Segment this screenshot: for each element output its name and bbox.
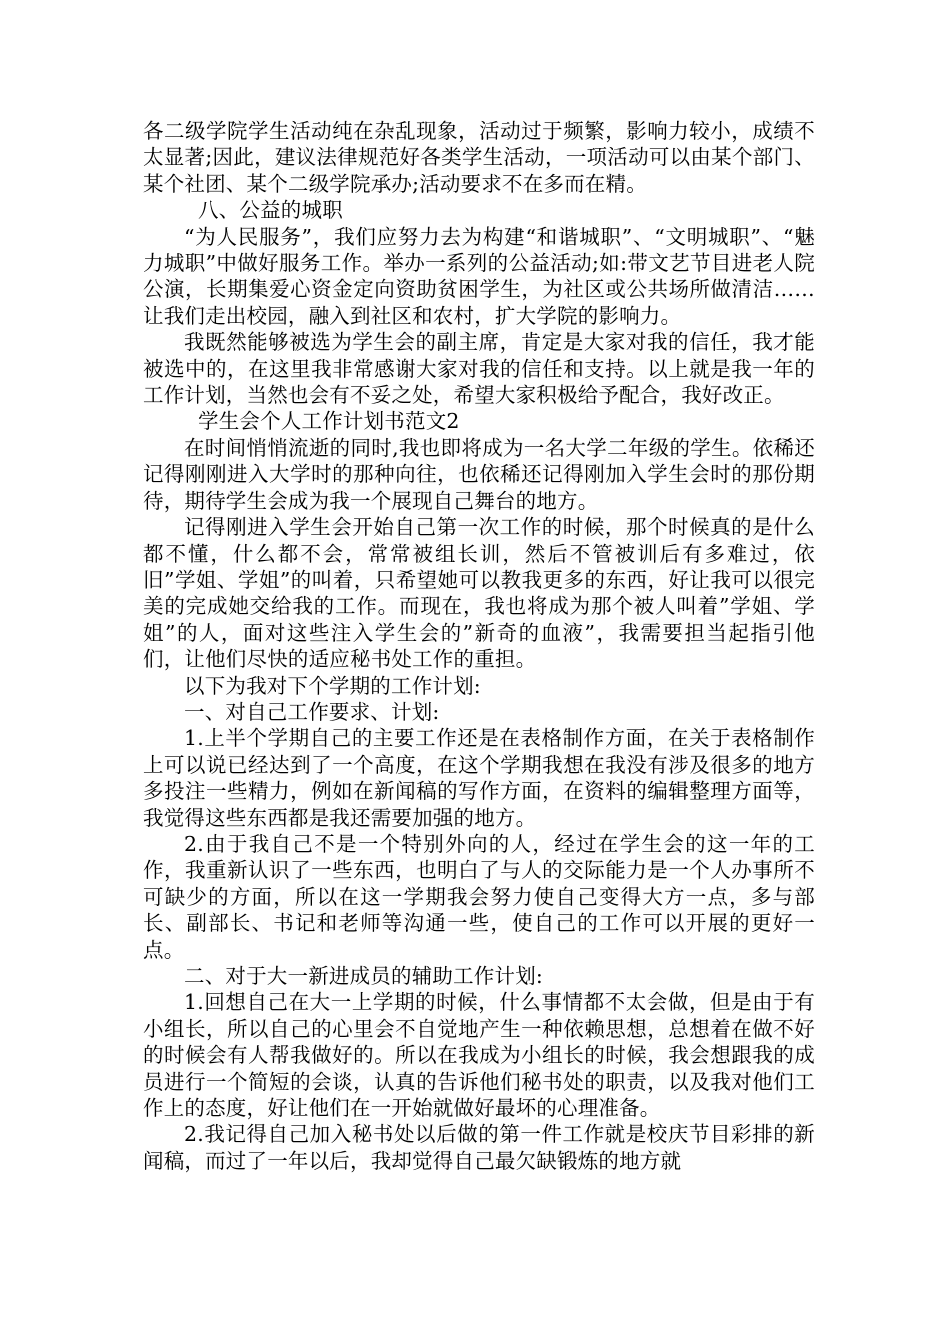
paragraph-closing: 我既然能够被选为学生会的副主席，肯定是大家对我的信任，我才能被选中的，在这里我非常感谢大家对我的信任和支持。以上就是我一年的工作计划，当然也会有不妥之处，希望大家积极给予配合，我好改正。 bbox=[143, 330, 815, 408]
document-page bbox=[143, 118, 815, 1174]
list-item-2-1: 1.回想自己在大一上学期的时候，什么事情都不太会做，但是由于有小组长，所以自己的心里会不自觉地产生一种依赖思想，总想着在做不好的时候会有人帮我做好的。所以在我成为小组长的时候，我会想跟我的成员进行一个简短的会谈，认真的告诉他们秘书处的职责，以及我对他们工作上的态度，好让他们在一开始就做好最坏的心理准备。 bbox=[143, 990, 815, 1121]
paragraph-continued: 各二级学院学生活动纯在杂乱现象，活动过于频繁，影响力较小，成绩不太显著;因此，建议法律规范好各类学生活动，一项活动可以由某个部门、某个社团、某个二级学院承办;活动要求不在多而在精。 bbox=[143, 119, 815, 196]
list-item-1-1: 1.上半个学期自己的主要工作还是在表格制作方面，在关于表格制作上可以说已经达到了一个高度，在这个学期我想在我没有涉及很多的地方多投注一些精力，例如在新闻稿的写作方面，在资料的编辑整理方面等，我觉得这些东西都是我还需要加强的地方。 bbox=[143, 726, 815, 830]
section-heading-1: 一、对自己工作要求、计划: bbox=[184, 699, 440, 724]
paragraph-intro: 在时间悄悄流逝的同时,我也即将成为一名大学二年级的学生。依稀还记得刚刚进入大学时的那种向往，也依稀还记得刚加入学生会时的那份期待，期待学生会成为我一个展现自己舞台的地方。 bbox=[143, 435, 815, 513]
paragraph-plan-intro: 以下为我对下个学期的工作计划: bbox=[184, 673, 481, 698]
list-item-1-2: 2.由于我自己不是一个特别外向的人，经过在学生会的这一年的工作，我重新认识了一些东西，也明白了与人的交际能力是一个人办事所不可缺少的方面，所以在这一学期我会努力使自己变得大方一点，多与部长、副部长、书记和老师等沟通一些，使自己的工作可以开展的更好一点。 bbox=[143, 831, 815, 962]
paragraph-memory: 记得刚进入学生会开始自己第一次工作的时候，那个时候真的是什么都不懂，什么都不会，常常被组长训，然后不管被训后有多难过，依旧”学姐、学姐”的叫着，只希望她可以教我更多的东西，好让我可以很完美的完成她交给我的工作。而现在，我也将成为那个被人叫着”学姐、学姐”的人，面对这些注入学生会的”新奇的血液”，我需要担当起指引他们，让他们尽快的适应秘书处工作的重担。 bbox=[143, 515, 815, 672]
section-heading-8: 八、公益的城职 bbox=[198, 198, 343, 223]
list-item-2-2: 2.我记得自己加入秘书处以后做的第一件工作就是校庆节目彩排的新闻稿，而过了一年以后，我却觉得自己最欠缺锻炼的地方就 bbox=[143, 1122, 815, 1173]
section-heading-2: 二、对于大一新进成员的辅助工作计划: bbox=[184, 964, 544, 988]
paragraph-public-welfare: “为人民服务”，我们应努力去为构建“和谐城职”、“文明城职”、“魅力城职”中做好服务工作。举办一系列的公益活动;如:带文艺节目进老人院公演，长期集爱心资金定向资助贫困学生，为社区或公共场所做清洁……让我们走出校园，融入到社区和农村，扩大学院的影响力。 bbox=[143, 224, 815, 328]
article-title-2: 学生会个人工作计划书范文2 bbox=[198, 409, 460, 434]
